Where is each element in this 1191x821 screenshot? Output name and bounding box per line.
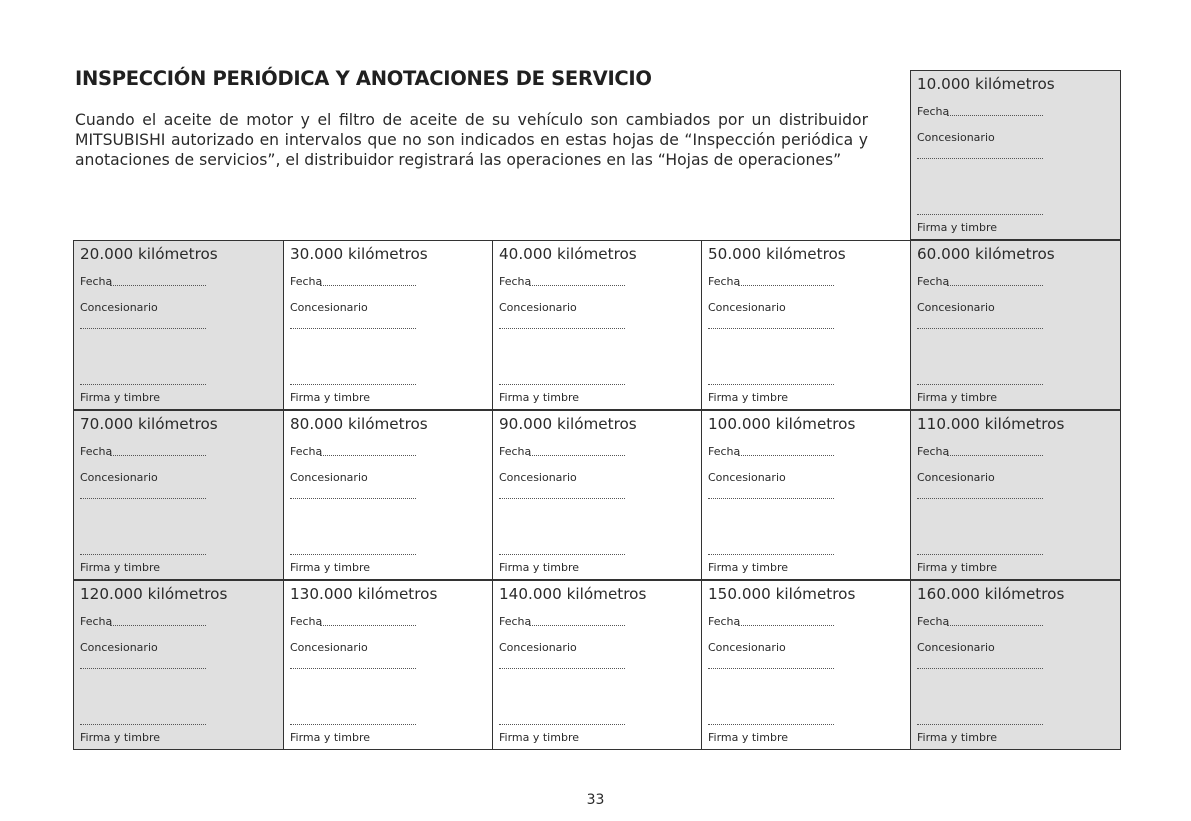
service-cell (910, 240, 1121, 410)
fecha-label: Fecha (708, 615, 741, 628)
firma-label: Firma y timbre (708, 731, 788, 744)
service-cell (701, 580, 912, 750)
concesionario-label: Concesionario (499, 301, 577, 314)
mileage-label: 40.000 kilómetros (499, 245, 637, 263)
concesionario-label: Concesionario (290, 641, 368, 654)
service-cell (73, 410, 284, 580)
service-cell (283, 580, 494, 750)
fecha-dotted-line (110, 285, 206, 286)
firma-label: Firma y timbre (708, 391, 788, 404)
fecha-label: Fecha (917, 445, 950, 458)
service-cell (910, 70, 1121, 240)
firma-dotted-line (290, 724, 416, 725)
fecha-dotted-line (529, 285, 625, 286)
fecha-label: Fecha (80, 445, 113, 458)
concesionario-dotted-line (708, 498, 834, 499)
concesionario-dotted-line (499, 498, 625, 499)
firma-dotted-line (708, 554, 834, 555)
concesionario-label: Concesionario (80, 471, 158, 484)
fecha-dotted-line (738, 455, 834, 456)
fecha-label: Fecha (917, 275, 950, 288)
service-cell (910, 410, 1121, 580)
firma-label: Firma y timbre (290, 731, 370, 744)
intro-paragraph: Cuando el aceite de motor y el filtro de aceite de su vehículo son cambiados por un distribuidor MITSUBISHI autorizado en intervalos que no son indicados en estas hojas de “Inspección periódica y anotaciones de servicios”, el distribuidor registrará las operaciones en las “Hojas de operaciones” (75, 111, 868, 169)
fecha-dotted-line (738, 285, 834, 286)
concesionario-dotted-line (80, 328, 206, 329)
firma-label: Firma y timbre (917, 391, 997, 404)
concesionario-dotted-line (499, 328, 625, 329)
mileage-label: 150.000 kilómetros (708, 585, 856, 603)
mileage-label: 130.000 kilómetros (290, 585, 438, 603)
service-cell (492, 240, 703, 410)
fecha-dotted-line (947, 625, 1043, 626)
page-number: 33 (586, 792, 605, 808)
mileage-label: 80.000 kilómetros (290, 415, 428, 433)
concesionario-dotted-line (917, 498, 1043, 499)
firma-label: Firma y timbre (499, 391, 579, 404)
service-cell (701, 410, 912, 580)
service-cell (492, 410, 703, 580)
concesionario-dotted-line (80, 498, 206, 499)
page-title: INSPECCIÓN PERIÓDICA Y ANOTACIONES DE SERVICIO (75, 67, 652, 90)
firma-dotted-line (499, 384, 625, 385)
fecha-label: Fecha (708, 445, 741, 458)
fecha-label: Fecha (499, 615, 532, 628)
concesionario-label: Concesionario (917, 641, 995, 654)
mileage-label: 20.000 kilómetros (80, 245, 218, 263)
fecha-label: Fecha (290, 275, 323, 288)
fecha-dotted-line (947, 115, 1043, 116)
concesionario-dotted-line (917, 158, 1043, 159)
mileage-label: 90.000 kilómetros (499, 415, 637, 433)
fecha-label: Fecha (499, 445, 532, 458)
firma-label: Firma y timbre (290, 391, 370, 404)
firma-dotted-line (917, 724, 1043, 725)
fecha-label: Fecha (708, 275, 741, 288)
service-cell (492, 580, 703, 750)
firma-dotted-line (917, 554, 1043, 555)
firma-dotted-line (80, 554, 206, 555)
fecha-dotted-line (947, 285, 1043, 286)
concesionario-dotted-line (708, 668, 834, 669)
fecha-label: Fecha (80, 275, 113, 288)
fecha-dotted-line (529, 625, 625, 626)
concesionario-dotted-line (917, 328, 1043, 329)
concesionario-label: Concesionario (499, 471, 577, 484)
concesionario-label: Concesionario (708, 471, 786, 484)
mileage-label: 100.000 kilómetros (708, 415, 856, 433)
fecha-label: Fecha (290, 445, 323, 458)
concesionario-label: Concesionario (708, 301, 786, 314)
fecha-dotted-line (947, 455, 1043, 456)
fecha-label: Fecha (917, 105, 950, 118)
concesionario-label: Concesionario (917, 471, 995, 484)
fecha-dotted-line (320, 625, 416, 626)
firma-label: Firma y timbre (917, 221, 997, 234)
service-cell (701, 240, 912, 410)
service-cell (73, 240, 284, 410)
firma-dotted-line (499, 724, 625, 725)
service-cell (910, 580, 1121, 750)
concesionario-dotted-line (290, 668, 416, 669)
firma-dotted-line (290, 554, 416, 555)
concesionario-label: Concesionario (80, 641, 158, 654)
mileage-label: 70.000 kilómetros (80, 415, 218, 433)
concesionario-label: Concesionario (917, 131, 995, 144)
firma-label: Firma y timbre (499, 731, 579, 744)
firma-label: Firma y timbre (917, 731, 997, 744)
concesionario-label: Concesionario (917, 301, 995, 314)
firma-label: Firma y timbre (80, 731, 160, 744)
mileage-label: 160.000 kilómetros (917, 585, 1065, 603)
firma-dotted-line (80, 724, 206, 725)
firma-dotted-line (290, 384, 416, 385)
concesionario-dotted-line (290, 498, 416, 499)
fecha-dotted-line (320, 455, 416, 456)
mileage-label: 30.000 kilómetros (290, 245, 428, 263)
firma-dotted-line (708, 384, 834, 385)
firma-label: Firma y timbre (80, 391, 160, 404)
concesionario-dotted-line (290, 328, 416, 329)
concesionario-label: Concesionario (290, 471, 368, 484)
firma-label: Firma y timbre (708, 561, 788, 574)
firma-label: Firma y timbre (290, 561, 370, 574)
fecha-label: Fecha (917, 615, 950, 628)
fecha-dotted-line (738, 625, 834, 626)
fecha-dotted-line (529, 455, 625, 456)
service-cell (283, 240, 494, 410)
mileage-label: 120.000 kilómetros (80, 585, 228, 603)
fecha-dotted-line (320, 285, 416, 286)
concesionario-label: Concesionario (80, 301, 158, 314)
concesionario-dotted-line (708, 328, 834, 329)
fecha-dotted-line (110, 625, 206, 626)
mileage-label: 140.000 kilómetros (499, 585, 647, 603)
service-cell (283, 410, 494, 580)
concesionario-dotted-line (499, 668, 625, 669)
firma-dotted-line (499, 554, 625, 555)
firma-dotted-line (708, 724, 834, 725)
concesionario-dotted-line (917, 668, 1043, 669)
fecha-label: Fecha (80, 615, 113, 628)
concesionario-dotted-line (80, 668, 206, 669)
mileage-label: 50.000 kilómetros (708, 245, 846, 263)
firma-dotted-line (917, 384, 1043, 385)
firma-label: Firma y timbre (499, 561, 579, 574)
firma-label: Firma y timbre (80, 561, 160, 574)
concesionario-label: Concesionario (499, 641, 577, 654)
mileage-label: 110.000 kilómetros (917, 415, 1065, 433)
firma-dotted-line (80, 384, 206, 385)
firma-dotted-line (917, 214, 1043, 215)
mileage-label: 60.000 kilómetros (917, 245, 1055, 263)
concesionario-label: Concesionario (708, 641, 786, 654)
firma-label: Firma y timbre (917, 561, 997, 574)
fecha-label: Fecha (499, 275, 532, 288)
mileage-label: 10.000 kilómetros (917, 75, 1055, 93)
concesionario-label: Concesionario (290, 301, 368, 314)
service-cell (73, 580, 284, 750)
fecha-label: Fecha (290, 615, 323, 628)
fecha-dotted-line (110, 455, 206, 456)
